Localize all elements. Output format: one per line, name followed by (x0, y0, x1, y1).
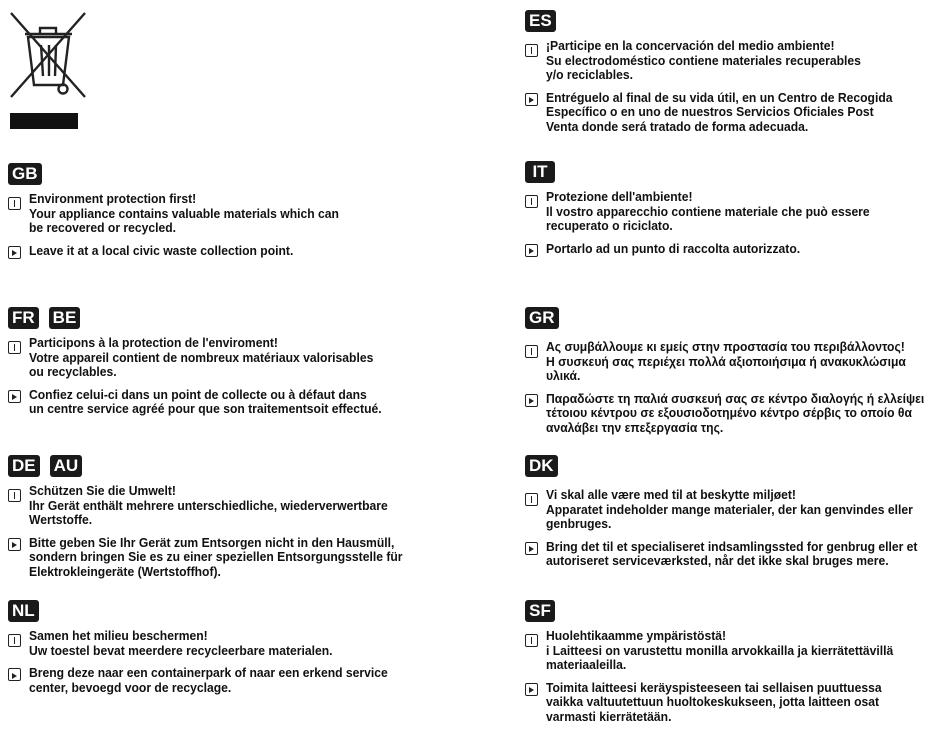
action-item (8, 388, 412, 417)
action-item (8, 536, 435, 580)
info-line: ¡Participe en la concervación del medio ambiente! (546, 38, 835, 53)
info-line: Il vostro apparecchio contiene materiale che può essere (546, 203, 870, 219)
info-line: Su electrodoméstico contiene materiales recuperables (546, 52, 861, 68)
info-line: Environment protection first! (29, 191, 197, 206)
action-line: Específico o en uno de nuestros Servicios Oficiales Post (546, 104, 874, 119)
info-line: Uw toestel bevat meerdere recycleerbare materialen. (29, 642, 333, 658)
info-line: Protezione dell'ambiente! (546, 189, 693, 204)
action-line: Leave it at a local civic waste collection point. (29, 242, 294, 258)
info-icon (525, 195, 538, 208)
lang-badge-fr: FR (8, 307, 39, 329)
section-de (8, 455, 435, 587)
info-line: genbruges. (546, 516, 612, 531)
action-item (8, 244, 366, 259)
info-line: Schützen Sie die Umwelt! (29, 483, 176, 498)
lang-badge-sf: SF (525, 600, 555, 622)
info-line: Ihr Gerät enthält mehrere unterschiedliche, wiederverwertbare (29, 497, 388, 513)
action-line: Elektrokleingeräte (Wertstoffhof). (29, 563, 221, 579)
lang-badge-it: IT (525, 161, 555, 183)
info-item (525, 487, 950, 532)
info-line: y/o reciclables. (546, 67, 634, 82)
action-line: Venta donde será tratado de forma adecuada. (546, 118, 809, 134)
lang-badge-gb: GB (8, 163, 42, 185)
action-line: Entréguelo al final de su vida útil, en un Centro de Recogida (546, 89, 893, 105)
info-line: Votre appareil contient de nombreux matériaux valorisables (29, 349, 374, 365)
action-line: Παραδώστε τη παλιά συσκευή σας σε κέντρο διαλογής ή ελλείψει (546, 390, 925, 406)
info-line: Vi skal alle være med til at beskytte miljøet! (546, 487, 796, 502)
info-line: be recovered or recycled. (29, 220, 177, 235)
info-line: Huolehtikaamme ympäristöstä! (546, 628, 727, 643)
arrow-right-icon (8, 538, 21, 551)
info-line: Samen het milieu beschermen! (29, 628, 208, 643)
section-fr (8, 307, 412, 425)
action-line: αναλάβει την επεξεργασία της. (546, 419, 724, 435)
info-item (525, 628, 923, 673)
action-item (525, 392, 950, 436)
section-it (525, 161, 898, 265)
info-item (8, 335, 412, 380)
lang-badge-de: DE (8, 455, 40, 477)
arrow-right-icon (525, 542, 538, 555)
section-gr (525, 307, 950, 443)
info-line: Ας συμβάλλουμε κι εμείς στην προστασία του περιβάλλοντος! (546, 339, 905, 354)
action-line: τέτοιου κέντρου σε εξουσιοδοτημένο κέντρο σέρβις το οποίο θα (546, 405, 912, 420)
action-item (525, 91, 923, 135)
info-icon (8, 489, 21, 502)
arrow-right-icon (525, 683, 538, 696)
info-icon (8, 341, 21, 354)
info-line: Wertstoffe. (29, 512, 93, 527)
action-item (525, 540, 950, 569)
info-item (8, 483, 435, 528)
action-line: center, bevoegd voor de recyclage. (29, 679, 232, 695)
action-line: Confiez celui-ci dans un point de collecte ou à défaut dans (29, 386, 367, 402)
info-line: Η συσκευή σας περιέχει πολλά αξιοποιήσιμα ή ανακυκλώσιμα (546, 353, 906, 369)
crossed-out-bin-icon (8, 10, 88, 110)
arrow-right-icon (8, 668, 21, 681)
lang-badge-be: BE (49, 307, 81, 329)
arrow-right-icon (8, 246, 21, 259)
action-line: Breng deze naar een containerpark of naar een erkend service (29, 665, 388, 680)
arrow-right-icon (525, 244, 538, 257)
info-item (525, 189, 898, 234)
arrow-right-icon (525, 93, 538, 106)
section-es (525, 10, 923, 142)
section-gb (8, 163, 366, 267)
lang-badge-dk: DK (525, 455, 558, 477)
action-line: Bitte geben Sie Ihr Gerät zum Entsorgen nicht in den Hausmüll, (29, 534, 395, 550)
info-item (8, 628, 419, 658)
info-icon (8, 634, 21, 647)
info-icon (525, 634, 538, 647)
info-line: υλικά. (546, 368, 581, 383)
section-sf (525, 600, 923, 732)
action-line: autoriseret serviceværksted, når det ikke skal bruges mere. (546, 553, 889, 568)
info-line: Your appliance contains valuable materials which can (29, 205, 339, 221)
lang-badge-au: AU (50, 455, 83, 477)
action-item (8, 666, 419, 695)
lang-badge-gr: GR (525, 307, 559, 329)
info-icon (525, 44, 538, 57)
black-bar (10, 113, 78, 129)
info-item (8, 191, 366, 236)
action-item (525, 242, 898, 257)
info-icon (525, 493, 538, 506)
info-icon (8, 197, 21, 210)
info-line: Apparatet indeholder mange materialer, der kan genvindes eller (546, 501, 913, 517)
action-line: Toimita laitteesi keräyspisteeseen tai sellaisen puuttuessa (546, 679, 882, 695)
arrow-right-icon (8, 390, 21, 403)
action-line: Portarlo ad un punto di raccolta autorizzato. (546, 240, 801, 256)
section-dk (525, 455, 950, 577)
action-line: sondern bringen Sie es zu einer speziellen Entsorgungsstelle für (29, 549, 403, 564)
info-line: materiaaleilla. (546, 657, 627, 672)
info-line: ou recyclables. (29, 364, 117, 379)
action-line: varmasti kierrätetään. (546, 708, 672, 724)
info-line: recuperato o riciclato. (546, 218, 673, 233)
action-line: un centre service agréé pour que son traitementsoit effectué. (29, 401, 382, 416)
info-item (525, 339, 950, 384)
info-line: i Laitteesi on varustettu monilla arvokkailla ja kierrätettävillä (546, 642, 894, 658)
action-item (525, 681, 923, 725)
arrow-right-icon (525, 394, 538, 407)
action-line: Bring det til et specialiseret indsamlingssted for genbrug eller et (546, 538, 918, 554)
section-nl (8, 600, 419, 703)
info-line: Participons à la protection de l'enviroment! (29, 335, 278, 350)
info-icon (525, 345, 538, 358)
lang-badge-es: ES (525, 10, 556, 32)
info-item (525, 38, 923, 83)
lang-badge-nl: NL (8, 600, 39, 622)
action-line: vaikka valtuutettuun huoltokeskukseen, jotta laitteen osat (546, 694, 880, 709)
